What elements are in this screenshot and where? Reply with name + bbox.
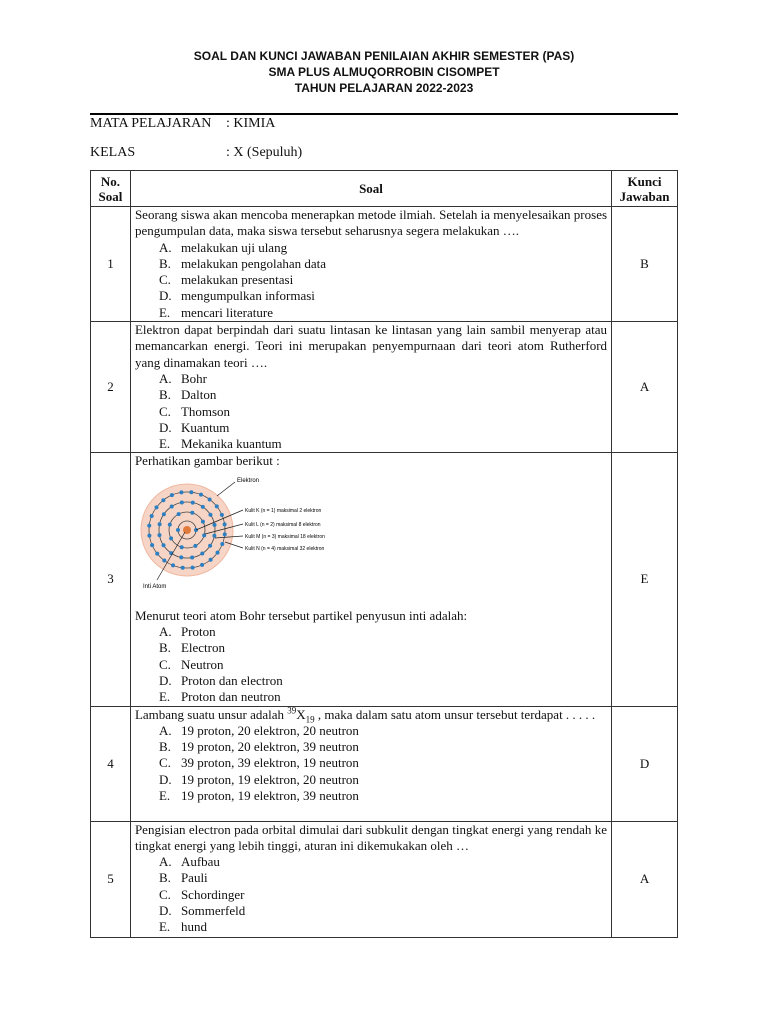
mass-number: 39 [287, 705, 297, 716]
option-item: A. Bohr [158, 370, 207, 386]
question-intro: Perhatikan gambar berikut : [134, 453, 280, 469]
element-symbol: X [296, 706, 306, 722]
electron-dot [181, 566, 185, 570]
question-cell [130, 207, 611, 322]
answer-key: E [612, 453, 678, 706]
electron-dot [215, 550, 219, 554]
question-table [90, 170, 678, 938]
electron-dot [170, 504, 174, 508]
electron-dot [208, 497, 212, 501]
shell-l-label: Kulit L (n = 2) maksimal 8 elektron [244, 521, 321, 528]
col-no-header: No. Soal [91, 171, 131, 207]
electron-dot [147, 533, 151, 537]
option-item: D. Proton dan electron [158, 672, 283, 688]
table-row [91, 453, 678, 706]
subject-label: MATA PELAJARAN [90, 116, 212, 131]
header-year: TAHUN PELAJARAN 2022-2023 [294, 81, 474, 95]
option-item: D. Sommerfeld [158, 903, 246, 919]
electron-dot [147, 523, 151, 527]
question-number: 4 [91, 706, 131, 821]
electron-dot [189, 490, 193, 494]
atom-figure [135, 472, 607, 594]
table-row [91, 207, 678, 322]
option-item: D. Kuantum [158, 419, 230, 435]
electron-dot [171, 563, 175, 567]
question-number: 1 [91, 207, 131, 322]
class-row [90, 145, 302, 161]
question-number: 2 [91, 322, 131, 453]
electron-dot [190, 511, 194, 515]
option-item: A. 19 proton, 20 elektron, 20 neutron [158, 722, 359, 738]
option-item: A. Proton [158, 624, 216, 640]
shell-n-label: Kulit N (n = 4) maksimal 32 elektron [244, 545, 325, 552]
question-text: Lambang suatu unsur adalah $^{39}X_{19}$ , maka dalam satu atom unsur tersebut terdapat . . . . . [134, 705, 596, 725]
table-row [91, 706, 678, 821]
option-list [135, 723, 607, 804]
electron-dot [150, 514, 154, 518]
electron-dot [179, 555, 183, 559]
electron-dot [199, 492, 203, 496]
col-key-header: Kunci Jawaban [612, 171, 678, 207]
option-item: E. mencari literature [158, 304, 273, 320]
electron-dot [220, 513, 224, 517]
option-item: C. Schordinger [158, 886, 245, 902]
option-list [135, 240, 607, 321]
electron-dot [161, 498, 165, 502]
electron-dot [190, 555, 194, 559]
electron-dot [176, 528, 180, 532]
electron-dot [220, 542, 224, 546]
answer-key: A [612, 821, 678, 937]
option-item: B. melakukan pengolahan data [158, 255, 327, 271]
subject-row [90, 116, 275, 132]
electron-dot [208, 512, 212, 516]
option-item: B. Electron [158, 640, 225, 656]
question-text: Seorang siswa akan mencoba menerapkan metode ilmiah. Setelah ia menyelesaikan proses pengumpulan data, maka siswa tersebut seharusnya segera melakukan …. [134, 207, 608, 239]
electron-dot [168, 522, 172, 526]
electron-dot [157, 533, 161, 537]
option-item: C. melakukan presentasi [158, 272, 294, 288]
option-item: B. Dalton [158, 387, 217, 403]
option-item: B. 19 proton, 20 elektron, 39 neutron [158, 739, 359, 755]
electron-dot [179, 490, 183, 494]
option-item: A. melakukan uji ulang [158, 239, 288, 255]
table-header-row [91, 171, 678, 207]
question-cell [130, 453, 611, 706]
option-list [135, 624, 607, 705]
electron-dot [169, 536, 173, 540]
electron-dot [223, 532, 227, 536]
electron-dot [155, 551, 159, 555]
option-list [135, 371, 607, 452]
electron-dot [150, 543, 154, 547]
electron-dot [180, 545, 184, 549]
question-text: Elektron dapat berpindah dari suatu lintasan ke lintasan yang lain sambil menyerap atau memancarkan energi. Teori ini merupakan penyempurnaan dari teori atom Rutherford yang dinamakan teori …. [134, 322, 608, 370]
electron-dot [201, 505, 205, 509]
electron-dot [193, 544, 197, 548]
option-item: C. 39 proton, 39 elektron, 19 neutron [158, 755, 359, 771]
electron-dot [161, 543, 165, 547]
question-text: Menurut teori atom Bohr tersebut partikel penyusun inti adalah: [134, 607, 468, 623]
electron-dot [170, 493, 174, 497]
subject-value: : KIMIA [226, 116, 276, 131]
electron-dot [180, 500, 184, 504]
electron-dot [201, 519, 205, 523]
electron-dot [212, 534, 216, 538]
option-item: E. hund [158, 919, 207, 935]
class-value: : X (Sepuluh) [226, 145, 303, 160]
answer-key: A [612, 322, 678, 453]
table-row [91, 821, 678, 937]
option-item: E. Proton dan neutron [158, 689, 281, 705]
bohr-atom-diagram [135, 472, 365, 594]
electron-dot [215, 504, 219, 508]
option-item: D. 19 proton, 19 elektron, 20 neutron [158, 771, 359, 787]
electron-dot [208, 544, 212, 548]
col-question-header: Soal [130, 171, 611, 207]
electron-dot [191, 565, 195, 569]
option-item: A. Aufbau [158, 854, 220, 870]
atomic-number: 19 [305, 714, 315, 725]
option-item: C. Neutron [158, 656, 224, 672]
option-list [135, 854, 607, 935]
electron-dot [158, 522, 162, 526]
question-cell [130, 706, 611, 821]
nucleus-label: Inti Atom [142, 583, 167, 590]
electron-dot [223, 522, 227, 526]
electron-dot [154, 505, 158, 509]
electron-dot [162, 558, 166, 562]
document-header [0, 48, 768, 96]
electron-dot [177, 512, 181, 516]
header-divider [90, 113, 678, 115]
electron-dot [200, 563, 204, 567]
shell-m-label: Kulit M (n = 3) maksimal 18 elektron [244, 533, 325, 540]
electron-dot [162, 512, 166, 516]
question-text: Pengisian electron pada orbital dimulai dari subkulit dengan tingkat energi yang rendah ke tingkat energi yang lebih tinggi, aturan ini dikemukakan oleh … [134, 821, 608, 853]
option-item: E. 19 proton, 19 elektron, 39 neutron [158, 788, 359, 804]
electron-dot [200, 551, 204, 555]
header-title: SOAL DAN KUNCI JAWABAN PENILAIAN AKHIR SEMESTER (PAS) [193, 49, 575, 63]
question-cell [130, 322, 611, 453]
class-label: KELAS [90, 145, 136, 160]
option-item: C. Thomson [158, 403, 231, 419]
shell-k-label: Kulit K (n = 1) maksimal 2 elektron [244, 507, 322, 514]
option-item: E. Mekanika kuantum [158, 436, 282, 452]
question-number: 5 [91, 821, 131, 937]
header-school: SMA PLUS ALMUQORROBIN CISOMPET [268, 65, 500, 79]
electron-dot [212, 523, 216, 527]
question-cell [130, 821, 611, 937]
option-item: B. Pauli [158, 870, 208, 886]
electron-dot [209, 558, 213, 562]
option-item: D. mengumpulkan informasi [158, 288, 315, 304]
electron-label: Elektron [236, 477, 259, 484]
question-number: 3 [91, 453, 131, 706]
electron-dot [191, 500, 195, 504]
table-row [91, 322, 678, 453]
answer-key: B [612, 207, 678, 322]
answer-key: D [612, 706, 678, 821]
